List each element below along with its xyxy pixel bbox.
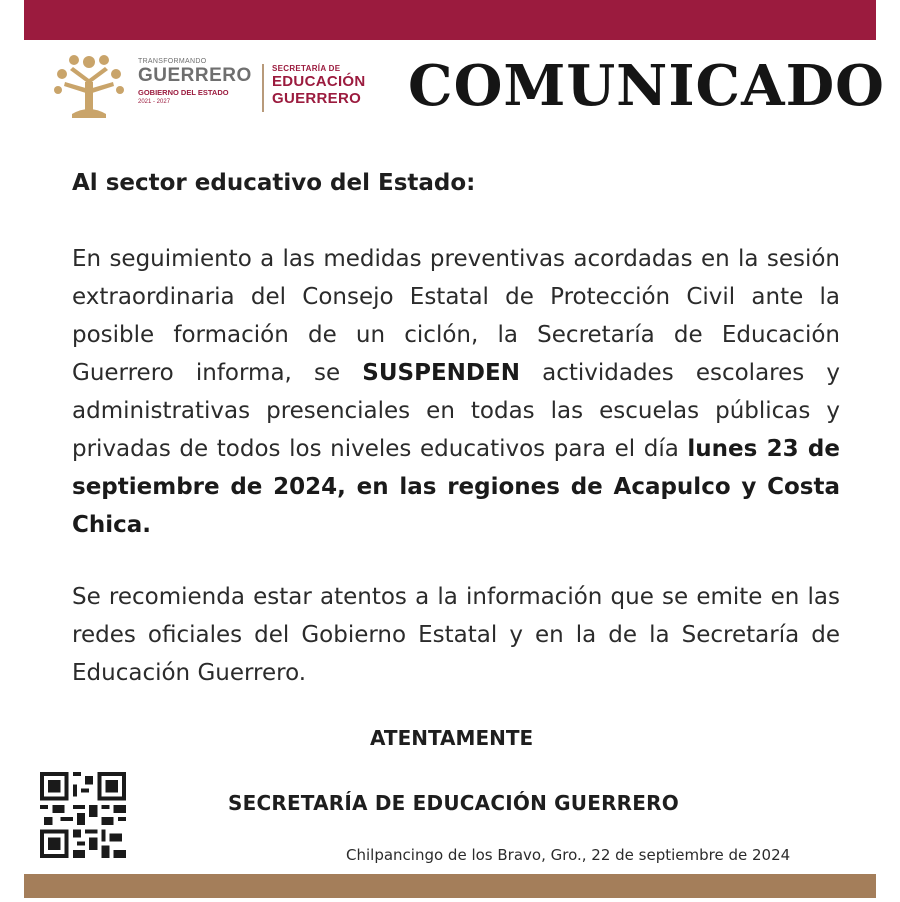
closing: ATENTAMENTE [370,726,534,750]
secretariat-logo-text [272,64,366,107]
logo-divider [262,64,264,112]
qr-code-icon [40,772,126,858]
paragraph-1-part2: actividades escolares y administrativas presenciales en todas las escuelas públicas y privadas de todos los niveles educativos para el día [72,360,840,462]
secretariat-small: SECRETARÍA DE [272,64,341,73]
government-logo [50,52,390,122]
paragraph-1 [72,240,840,544]
logo-tagline: TRANSFORMANDO [138,58,207,65]
secretariat-line2: GUERRERO [272,90,362,107]
logo-government: GOBIERNO DEL ESTADO [138,88,229,97]
state-logo-text [138,58,252,105]
logo-years: 2021 - 2027 [138,99,171,105]
greeting: Al sector educativo del Estado: [72,170,476,196]
top-color-bar [24,0,876,40]
signature: SECRETARÍA DE EDUCACIÓN GUERRERO [228,791,679,815]
bottom-color-bar [24,874,876,898]
paragraph-1-part1: En seguimiento a las medidas preventivas acordadas en la sesión extraordinaria del Consejo Estatal de Protección Civil ante la posible formación de un ciclón, la Secretaría de Educación Guerrero informa, se [72,246,840,386]
tree-emblem-icon [50,52,128,122]
date-regions-emphasis: lunes 23 de septiembre de 2024, en las regiones de Acapulco y Costa Chica. [72,436,840,538]
paragraph-2: Se recomienda estar atentos a la información que se emite en las redes oficiales del Gobierno Estatal y en la de la Secretaría de Educación Guerrero. [72,584,840,686]
suspend-emphasis: SUSPENDEN [362,360,520,386]
logo-state-name: GUERRERO [138,65,252,86]
secretariat-line1: EDUCACIÓN [272,73,366,90]
page-title: COMUNICADO [408,53,885,119]
place-date: Chilpancingo de los Bravo, Gro., 22 de septiembre de 2024 [346,846,791,864]
